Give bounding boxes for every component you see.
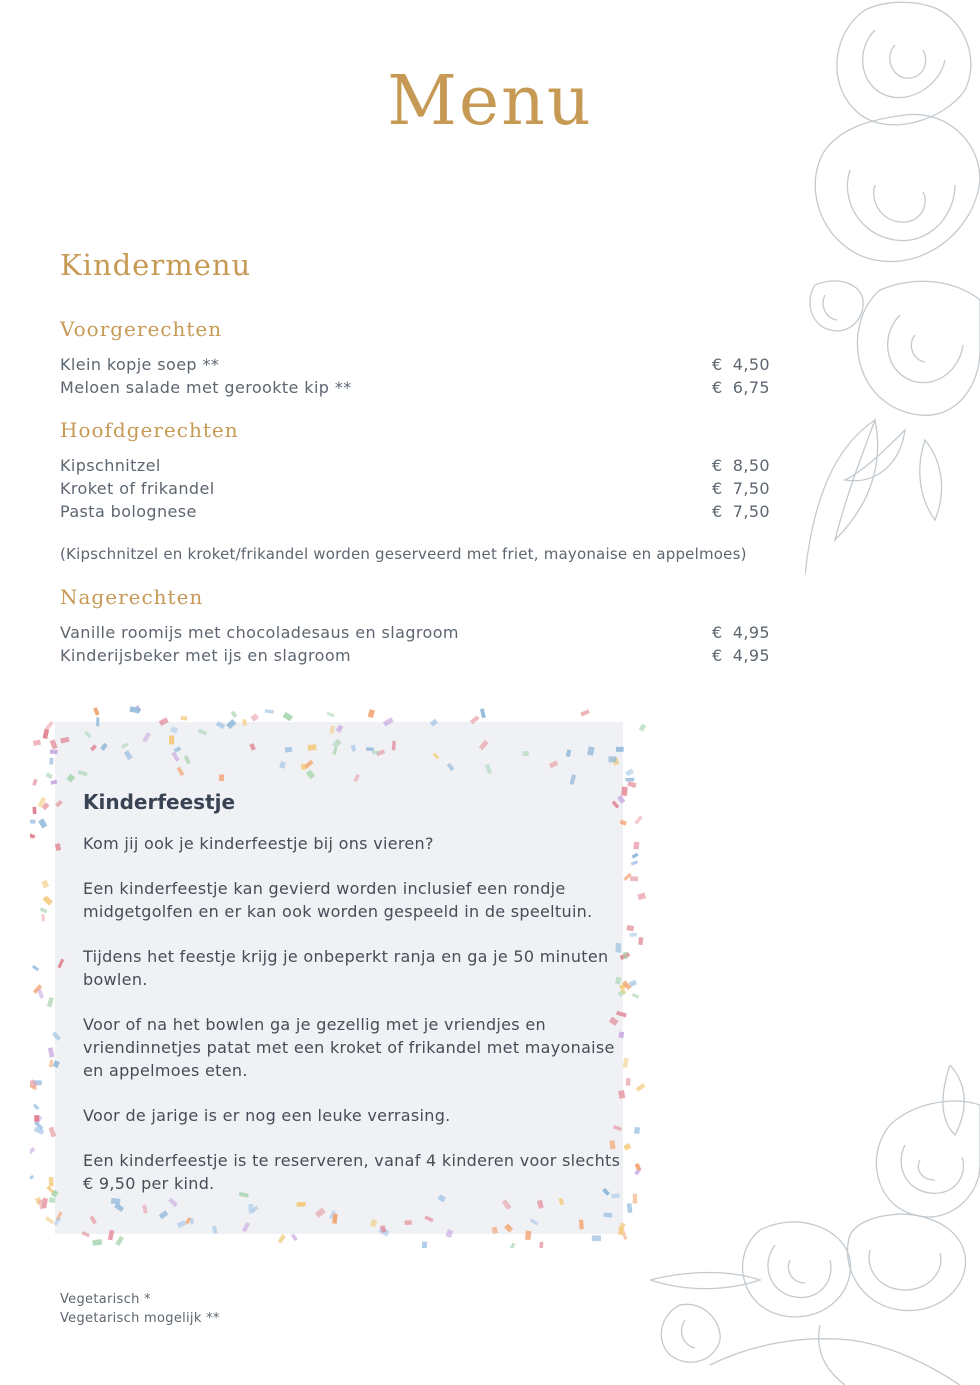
- confetti-piece: [638, 937, 643, 945]
- confetti-piece: [633, 1194, 637, 1204]
- confetti-piece: [57, 959, 64, 969]
- confetti-piece: [30, 819, 36, 823]
- confetti-piece: [45, 772, 52, 779]
- confetti-piece: [37, 989, 44, 999]
- confetti-piece: [433, 753, 440, 760]
- confetti-piece: [522, 751, 529, 756]
- confetti-piece: [383, 717, 394, 726]
- party-paragraph: Kom jij ook je kinderfeestje bij ons vieren?: [83, 834, 434, 853]
- confetti-piece: [579, 1220, 584, 1230]
- menu-item: [60, 353, 770, 376]
- menu-item: [60, 477, 770, 500]
- confetti-piece: [43, 729, 50, 739]
- confetti-piece: [121, 743, 129, 749]
- confetti-piece: [49, 1197, 56, 1203]
- price-value: 4,95: [732, 623, 770, 642]
- menu-item: [60, 376, 770, 399]
- confetti-piece: [249, 743, 255, 751]
- party-paragraph: Een kinderfeestje kan gevierd worden inclusief een rondje midgetgolfen en er kan ook worden gespeeld in de speeltuin.: [83, 879, 593, 921]
- confetti-piece: [279, 761, 286, 769]
- confetti-piece: [177, 1220, 187, 1228]
- item-name: Meloen salade met gerookte kip **: [60, 378, 352, 397]
- confetti-piece: [525, 1231, 532, 1241]
- menu-item: [60, 621, 770, 644]
- confetti-piece: [159, 717, 169, 725]
- confetti-piece: [636, 1083, 646, 1092]
- currency-symbol: €: [712, 623, 723, 642]
- confetti-piece: [326, 712, 334, 718]
- confetti-piece: [34, 1115, 39, 1121]
- confetti-piece: [81, 1231, 89, 1237]
- item-name: Klein kopje soep **: [60, 355, 220, 374]
- item-name: Vanille roomijs met chocoladesaus en slagroom: [60, 623, 459, 642]
- confetti-piece: [40, 907, 48, 913]
- confetti-piece: [430, 719, 438, 727]
- confetti-piece: [587, 746, 595, 756]
- section-heading-voorgerechten: Voorgerechten: [60, 317, 223, 341]
- confetti-piece: [177, 767, 185, 777]
- confetti-piece: [608, 756, 616, 762]
- confetti-piece: [422, 1241, 428, 1248]
- price-value: 4,50: [732, 355, 770, 374]
- confetti-piece: [632, 853, 639, 859]
- confetti-piece: [115, 1236, 124, 1246]
- item-price: [712, 621, 770, 644]
- item-name: Kinderijsbeker met ijs en slagroom: [60, 646, 351, 665]
- confetti-piece: [219, 774, 224, 781]
- price-value: 4,95: [732, 646, 770, 665]
- confetti-piece: [49, 758, 53, 765]
- confetti-piece: [623, 1058, 629, 1068]
- confetti-piece: [306, 770, 315, 780]
- confetti-piece: [198, 729, 208, 736]
- currency-symbol: €: [712, 378, 723, 397]
- confetti-piece: [485, 764, 492, 774]
- menu-item: [60, 454, 770, 477]
- legend-vegetarian: Vegetarisch *: [60, 1292, 151, 1307]
- confetti-piece: [291, 1234, 298, 1241]
- page-title: Menu: [387, 62, 593, 141]
- confetti-piece: [30, 1175, 34, 1181]
- confetti-piece: [184, 755, 191, 764]
- confetti-piece: [631, 860, 638, 865]
- confetti-piece: [370, 1219, 378, 1228]
- confetti-piece: [53, 1060, 60, 1068]
- confetti-piece: [190, 1218, 194, 1225]
- confetti-piece: [265, 709, 274, 713]
- confetti-piece: [32, 779, 37, 786]
- confetti-piece: [90, 744, 97, 751]
- confetti-piece: [332, 739, 341, 748]
- confetti-piece: [580, 709, 589, 716]
- currency-symbol: €: [712, 502, 723, 521]
- confetti-piece: [530, 1218, 539, 1225]
- confetti-piece: [93, 707, 100, 716]
- confetti-piece: [52, 1031, 61, 1041]
- confetti-piece: [626, 1078, 631, 1086]
- confetti-piece: [142, 732, 150, 742]
- confetti-piece: [592, 1235, 601, 1241]
- confetti-piece: [405, 1220, 412, 1225]
- legend-vegetarian-possible: Vegetarisch mogelijk **: [60, 1311, 220, 1326]
- item-price: [712, 376, 770, 399]
- party-title: Kinderfeestje: [83, 790, 236, 814]
- confetti-piece: [307, 744, 316, 751]
- legend: [60, 1290, 220, 1328]
- confetti-piece: [634, 816, 643, 825]
- confetti-piece: [351, 745, 357, 752]
- confetti-piece: [108, 1230, 114, 1241]
- price-value: 8,50: [732, 456, 770, 475]
- confetti-piece: [50, 749, 58, 754]
- confetti-piece: [447, 763, 455, 772]
- confetti-piece: [285, 747, 293, 753]
- menu-item: [60, 644, 770, 667]
- confetti-piece: [60, 737, 69, 744]
- confetti-piece: [171, 752, 179, 762]
- section-heading-nagerechten: Nagerechten: [60, 585, 204, 609]
- confetti-piece: [630, 933, 637, 937]
- confetti-piece: [33, 807, 37, 814]
- confetti-piece: [627, 1203, 632, 1213]
- confetti-piece: [372, 751, 379, 755]
- confetti-piece: [570, 774, 576, 785]
- confetti-piece: [549, 760, 559, 768]
- confetti-piece: [329, 726, 335, 735]
- price-value: 7,50: [732, 479, 770, 498]
- confetti-piece: [639, 724, 647, 732]
- item-price: [712, 454, 770, 477]
- confetti-piece: [333, 747, 338, 755]
- confetti-piece: [66, 774, 75, 783]
- confetti-piece: [479, 740, 489, 750]
- confetti-piece: [33, 1103, 40, 1110]
- confetti-piece: [470, 715, 480, 724]
- confetti-piece: [96, 717, 99, 726]
- confetti-piece: [480, 708, 486, 718]
- confetti-piece: [226, 719, 236, 729]
- confetti-piece: [181, 716, 188, 721]
- confetti-piece: [366, 747, 374, 751]
- starters-list: [60, 353, 770, 399]
- confetti-piece: [50, 780, 57, 785]
- confetti-piece: [55, 800, 63, 807]
- confetti-piece: [623, 952, 628, 959]
- confetti-piece: [55, 843, 61, 851]
- confetti-piece: [634, 1127, 640, 1134]
- currency-symbol: €: [712, 646, 723, 665]
- floral-illustration-bottom: [650, 1065, 980, 1385]
- confetti-piece: [170, 726, 178, 733]
- confetti-piece: [278, 1234, 286, 1244]
- confetti-piece: [42, 895, 52, 905]
- section-heading-hoofdgerechten: Hoofdgerechten: [60, 418, 239, 442]
- confetti-piece: [626, 925, 634, 931]
- confetti-piece: [336, 724, 344, 732]
- party-paragraph: Een kinderfeestje is te reserveren, vanaf 4 kinderen voor slechts € 9,50 per kind.: [83, 1151, 621, 1193]
- confetti-piece: [251, 713, 259, 721]
- confetti-piece: [42, 914, 45, 921]
- price-value: 7,50: [732, 502, 770, 521]
- item-name: Kipschnitzel: [60, 456, 161, 475]
- confetti-piece: [632, 993, 640, 999]
- confetti-piece: [231, 711, 238, 719]
- desserts-list: [60, 621, 770, 667]
- confetti-piece: [169, 736, 174, 745]
- confetti-piece: [33, 740, 41, 746]
- confetti-piece: [392, 741, 396, 750]
- confetti-piece: [32, 965, 39, 971]
- confetti-piece: [216, 721, 225, 729]
- confetti-piece: [633, 842, 639, 850]
- confetti-piece: [100, 743, 108, 751]
- confetti-piece: [354, 774, 360, 782]
- confetti-piece: [48, 1047, 55, 1057]
- confetti-piece: [92, 1239, 102, 1246]
- confetti-piece: [283, 712, 293, 721]
- confetti-piece: [625, 778, 634, 782]
- menu-heading: Kindermenu: [60, 248, 252, 282]
- item-price: [712, 644, 770, 667]
- item-price: [712, 500, 770, 523]
- confetti-piece: [30, 1147, 35, 1156]
- confetti-piece: [84, 731, 92, 739]
- confetti-piece: [627, 781, 637, 788]
- confetti-piece: [301, 764, 306, 770]
- confetti-piece: [38, 818, 47, 828]
- currency-symbol: €: [712, 456, 723, 475]
- confetti-piece: [616, 747, 624, 752]
- confetti-piece: [78, 770, 88, 776]
- confetti-piece: [124, 750, 133, 760]
- confetti-piece: [630, 876, 638, 881]
- confetti-piece: [509, 1243, 515, 1248]
- confetti-piece: [49, 1177, 54, 1187]
- item-price: [712, 353, 770, 376]
- item-name: Kroket of frikandel: [60, 479, 215, 498]
- confetti-piece: [368, 709, 375, 718]
- confetti-piece: [625, 768, 634, 776]
- party-content: [83, 790, 623, 1217]
- mains-list: [60, 454, 770, 523]
- price-value: 6,75: [732, 378, 770, 397]
- item-name: Pasta bolognese: [60, 502, 197, 521]
- confetti-piece: [50, 739, 58, 749]
- confetti-piece: [212, 1225, 218, 1233]
- party-paragraph: Tijdens het feestje krijg je onbeperkt ranja en ga je 50 minuten bowlen.: [83, 947, 609, 989]
- item-price: [712, 477, 770, 500]
- confetti-piece: [504, 1223, 513, 1232]
- party-paragraph: Voor of na het bowlen ga je gezellig met je vriendjes en vriendinnetjes patat met een kroket of frikandel met mayonaise en appelmoes eten.: [83, 1015, 615, 1080]
- confetti-piece: [41, 880, 49, 889]
- confetti-piece: [446, 1229, 454, 1238]
- party-paragraph: Voor de jarige is er nog een leuke verrasing.: [83, 1106, 451, 1125]
- menu-item: [60, 500, 770, 523]
- mains-note: (Kipschnitzel en kroket/frikandel worden geserveerd met friet, mayonaise en appelmoes): [60, 545, 747, 563]
- currency-symbol: €: [712, 355, 723, 374]
- confetti-piece: [637, 893, 646, 901]
- confetti-piece: [49, 1127, 57, 1138]
- confetti-piece: [539, 1242, 543, 1248]
- confetti-piece: [242, 1222, 250, 1232]
- confetti-piece: [242, 719, 246, 725]
- confetti-piece: [492, 1227, 498, 1234]
- currency-symbol: €: [712, 479, 723, 498]
- confetti-piece: [47, 997, 54, 1007]
- confetti-piece: [49, 1060, 54, 1068]
- confetti-piece: [623, 1143, 631, 1151]
- confetti-piece: [45, 1216, 54, 1224]
- confetti-piece: [566, 749, 572, 757]
